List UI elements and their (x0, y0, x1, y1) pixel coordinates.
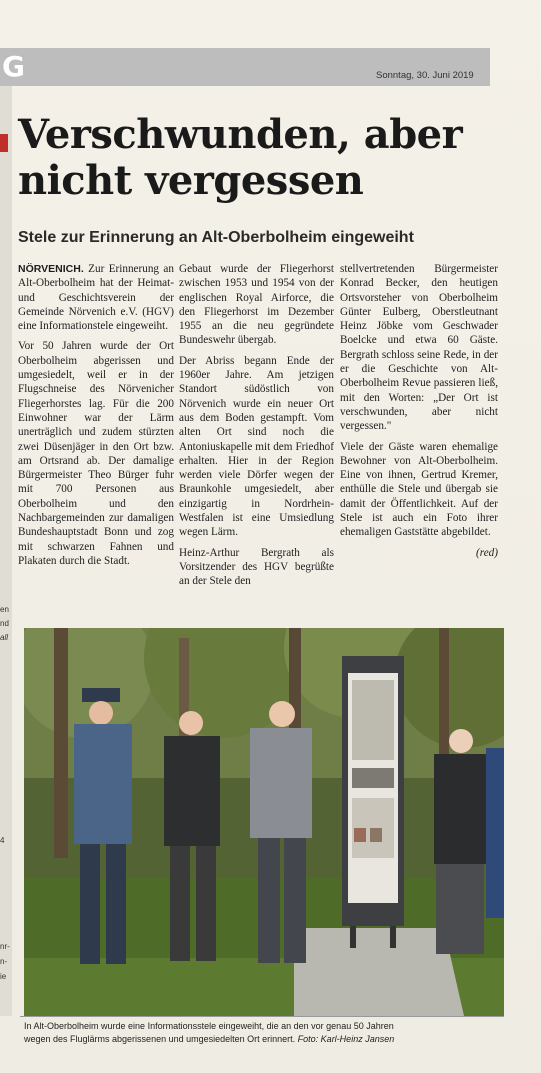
caption-divider (20, 1016, 504, 1017)
photo-caption (24, 1020, 504, 1045)
left-fragment: 4 (0, 836, 5, 845)
left-fragment: all (0, 633, 9, 642)
issue-date: Sonntag, 30. Juni 2019 (376, 70, 474, 81)
left-fragment: nr- (0, 942, 10, 951)
article-paragraph: Viele der Gäste waren ehemalige Bewohner von Alt-Oberbolheim. Eine von ihnen, Gertrud Kremer, enthülle die Stele und übergab sie damit der Öffentlichkeit. Auf der Stele ist auch ein Foto ihrer ehemaligen Gaststätte abgebildet. (340, 440, 498, 539)
photo-illustration (24, 628, 504, 1016)
photo-credit: Foto: Karl-Heinz Jansen (297, 1033, 395, 1044)
paragraph-text: Zur Erinnerung an Alt-Oberbolheim hat der Heimat- und Geschichtsverein der Gemeinde Nörvenich e.V. (HGV) eine Informationstele eingeweiht. (18, 263, 174, 333)
dateline: NÖRVENICH. (18, 263, 84, 275)
red-accent-marker (0, 134, 8, 152)
headline-line-2: nicht vergessen (18, 157, 364, 204)
article-column-2 (179, 262, 334, 595)
caption-text: wegen des Fluglärms abgerissenen und umgesiedelten Ort erinnert. (24, 1033, 296, 1044)
section-letter: G (2, 50, 25, 83)
article-subheadline: Stele zur Erinnerung an Alt-Oberbolheim eingeweiht (18, 229, 414, 246)
previous-page-edge (0, 86, 12, 1016)
article-paragraph (18, 262, 174, 333)
article-photo (24, 628, 504, 1016)
left-fragment: en (0, 605, 9, 614)
caption-line-1: In Alt-Oberbolheim wurde eine Informationsstele eingeweiht, die an den vor genau 50 Jahren (24, 1021, 394, 1031)
headline-line-1: Verschwunden, aber (18, 111, 463, 158)
article-paragraph: Gebaut wurde der Fliegerhorst zwischen 1953 und 1954 von der englischen Royal Airforce, die den Fliegerhorst im Dezember 1955 an die neu gegründete Bundeswehr übergab. (179, 263, 334, 347)
left-fragment: nd (0, 619, 9, 628)
article-paragraph: Der Abriss begann Ende der 1960er Jahre. Am jetzigen Standort südöstlich von Nörvenich wurde ein neuer Ort aus dem Boden gestampft. Vom alten Ort sind noch die Antoniuskapelle mit dem Friedhof erhalten. Hier in der Region werden viele Dörfer wegen der Braunkohle umgesiedelt, aber einzigartig in Nordrhein-Westfalen ist eine Umsiedlung wegen Lärm. (179, 354, 334, 539)
article-column-1 (18, 262, 174, 574)
article-headline (18, 112, 498, 204)
article-paragraph: Heinz-Arthur Bergrath als Vorsitzender des HGV begrüßte an der Stele den (179, 546, 334, 588)
article-column-3 (340, 262, 498, 566)
article-paragraph: stellvertretenden Bürgermeister Konrad Becker, den heutigen Ortsvorsteher von Oberbolheim Günter Eulberg, Oberstleutnant Heinz Jöbke vom Geschwader Boelcke und etwa 60 Gäste. Bergrath schloss seine Rede, in der er die Geschichte von Alt-Oberbolheim Revue passieren ließ, mit den Worten: „Der Ort ist verschwunden, aber nicht vergessen." (340, 263, 498, 433)
author-signature: (red) (476, 546, 498, 559)
caption-line-2 (24, 1033, 504, 1046)
left-fragment: ie (0, 972, 7, 981)
left-fragment: n- (0, 957, 8, 966)
article-paragraph: Vor 50 Jahren wurde der Ort Oberbolheim abgerissen und umgesiedelt, weil er in der Flugschneise des Nörvenicher Fliegerhorstes lag. Für die 200 Einwohner war der Lärm unerträglich und zudem stürzten zwei Düsenjäger in den Ort bzw. am Ortsrand ab. Der damalige Bürgermeister Theo Bürger fuhr mit 700 Personen aus Oberbolheim und den Nachbargemeinden zur damaligen Bundeshauptstadt Bonn und zog mit schwarzen Fahnen und Plakaten durch die Stadt. (18, 340, 174, 567)
